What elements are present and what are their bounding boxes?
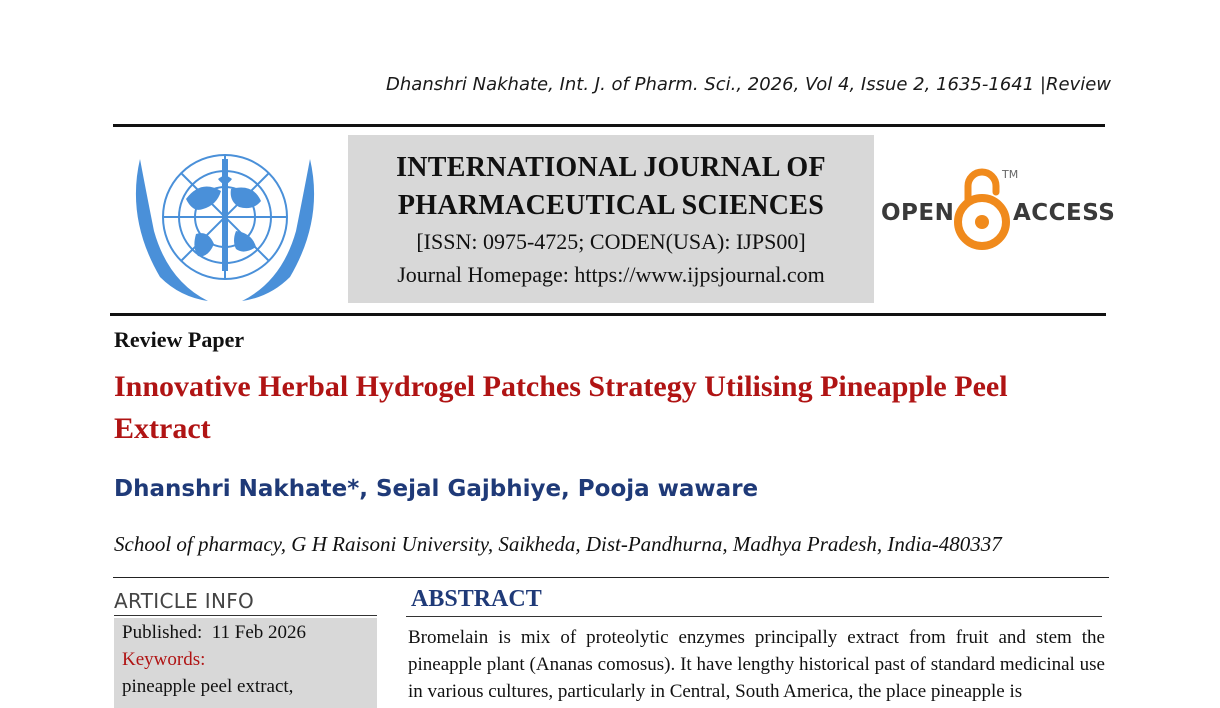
open-word: OPEN — [881, 200, 955, 226]
journal-title-line1: INTERNATIONAL JOURNAL OF — [396, 152, 826, 183]
abstract-heading: ABSTRACT — [411, 586, 542, 612]
trademark-symbol: TM — [1002, 168, 1019, 181]
article-info-heading: ARTICLE INFO — [114, 589, 255, 613]
abstract-underline — [406, 616, 1102, 617]
published-date: Published: 11 Feb 2026 — [122, 622, 307, 643]
paper-title: Innovative Herbal Hydrogel Patches Strategy Utilising Pineapple Peel Extract — [114, 370, 1008, 445]
section-rule — [113, 577, 1109, 578]
abstract-text: Bromelain is mix of proteolytic enzymes principally extract from fruit and stem the pineapple plant (Ananas comosus). It have lengthy historical past of standard medicinal use in various cultures, particularly in Central, South America, the place pineapple is — [408, 627, 1105, 702]
journal-masthead — [348, 135, 874, 303]
article-info-underline — [114, 615, 377, 616]
citation-line: Dhanshri Nakhate, Int. J. of Pharm. Sci., 2026, Vol 4, Issue 2, 1635-1641 |Review — [386, 74, 1111, 95]
keywords-list: pineapple peel extract, — [122, 676, 294, 697]
top-rule — [113, 124, 1105, 127]
open-access-logo — [878, 166, 1116, 254]
journal-issn: [ISSN: 0975-4725; CODEN(USA): IJPS00] — [416, 229, 806, 254]
header-rule — [110, 313, 1106, 316]
keywords-label: Keywords: — [122, 649, 206, 670]
journal-title-line2: PHARMACEUTICAL SCIENCES — [397, 190, 825, 221]
author-affiliation: School of pharmacy, G H Raisoni University, Saikheda, Dist-Pandhurna, Madhya Pradesh, India-480337 — [114, 532, 1002, 556]
author-list: Dhanshri Nakhate*, Sejal Gajbhiye, Pooja waware — [114, 476, 759, 502]
access-word: ACCESS — [1013, 200, 1116, 226]
un-emblem-logo — [126, 139, 324, 307]
paper-type: Review Paper — [114, 327, 245, 352]
journal-homepage-link[interactable]: Journal Homepage: https://www.ijpsjournal.com — [397, 262, 825, 287]
